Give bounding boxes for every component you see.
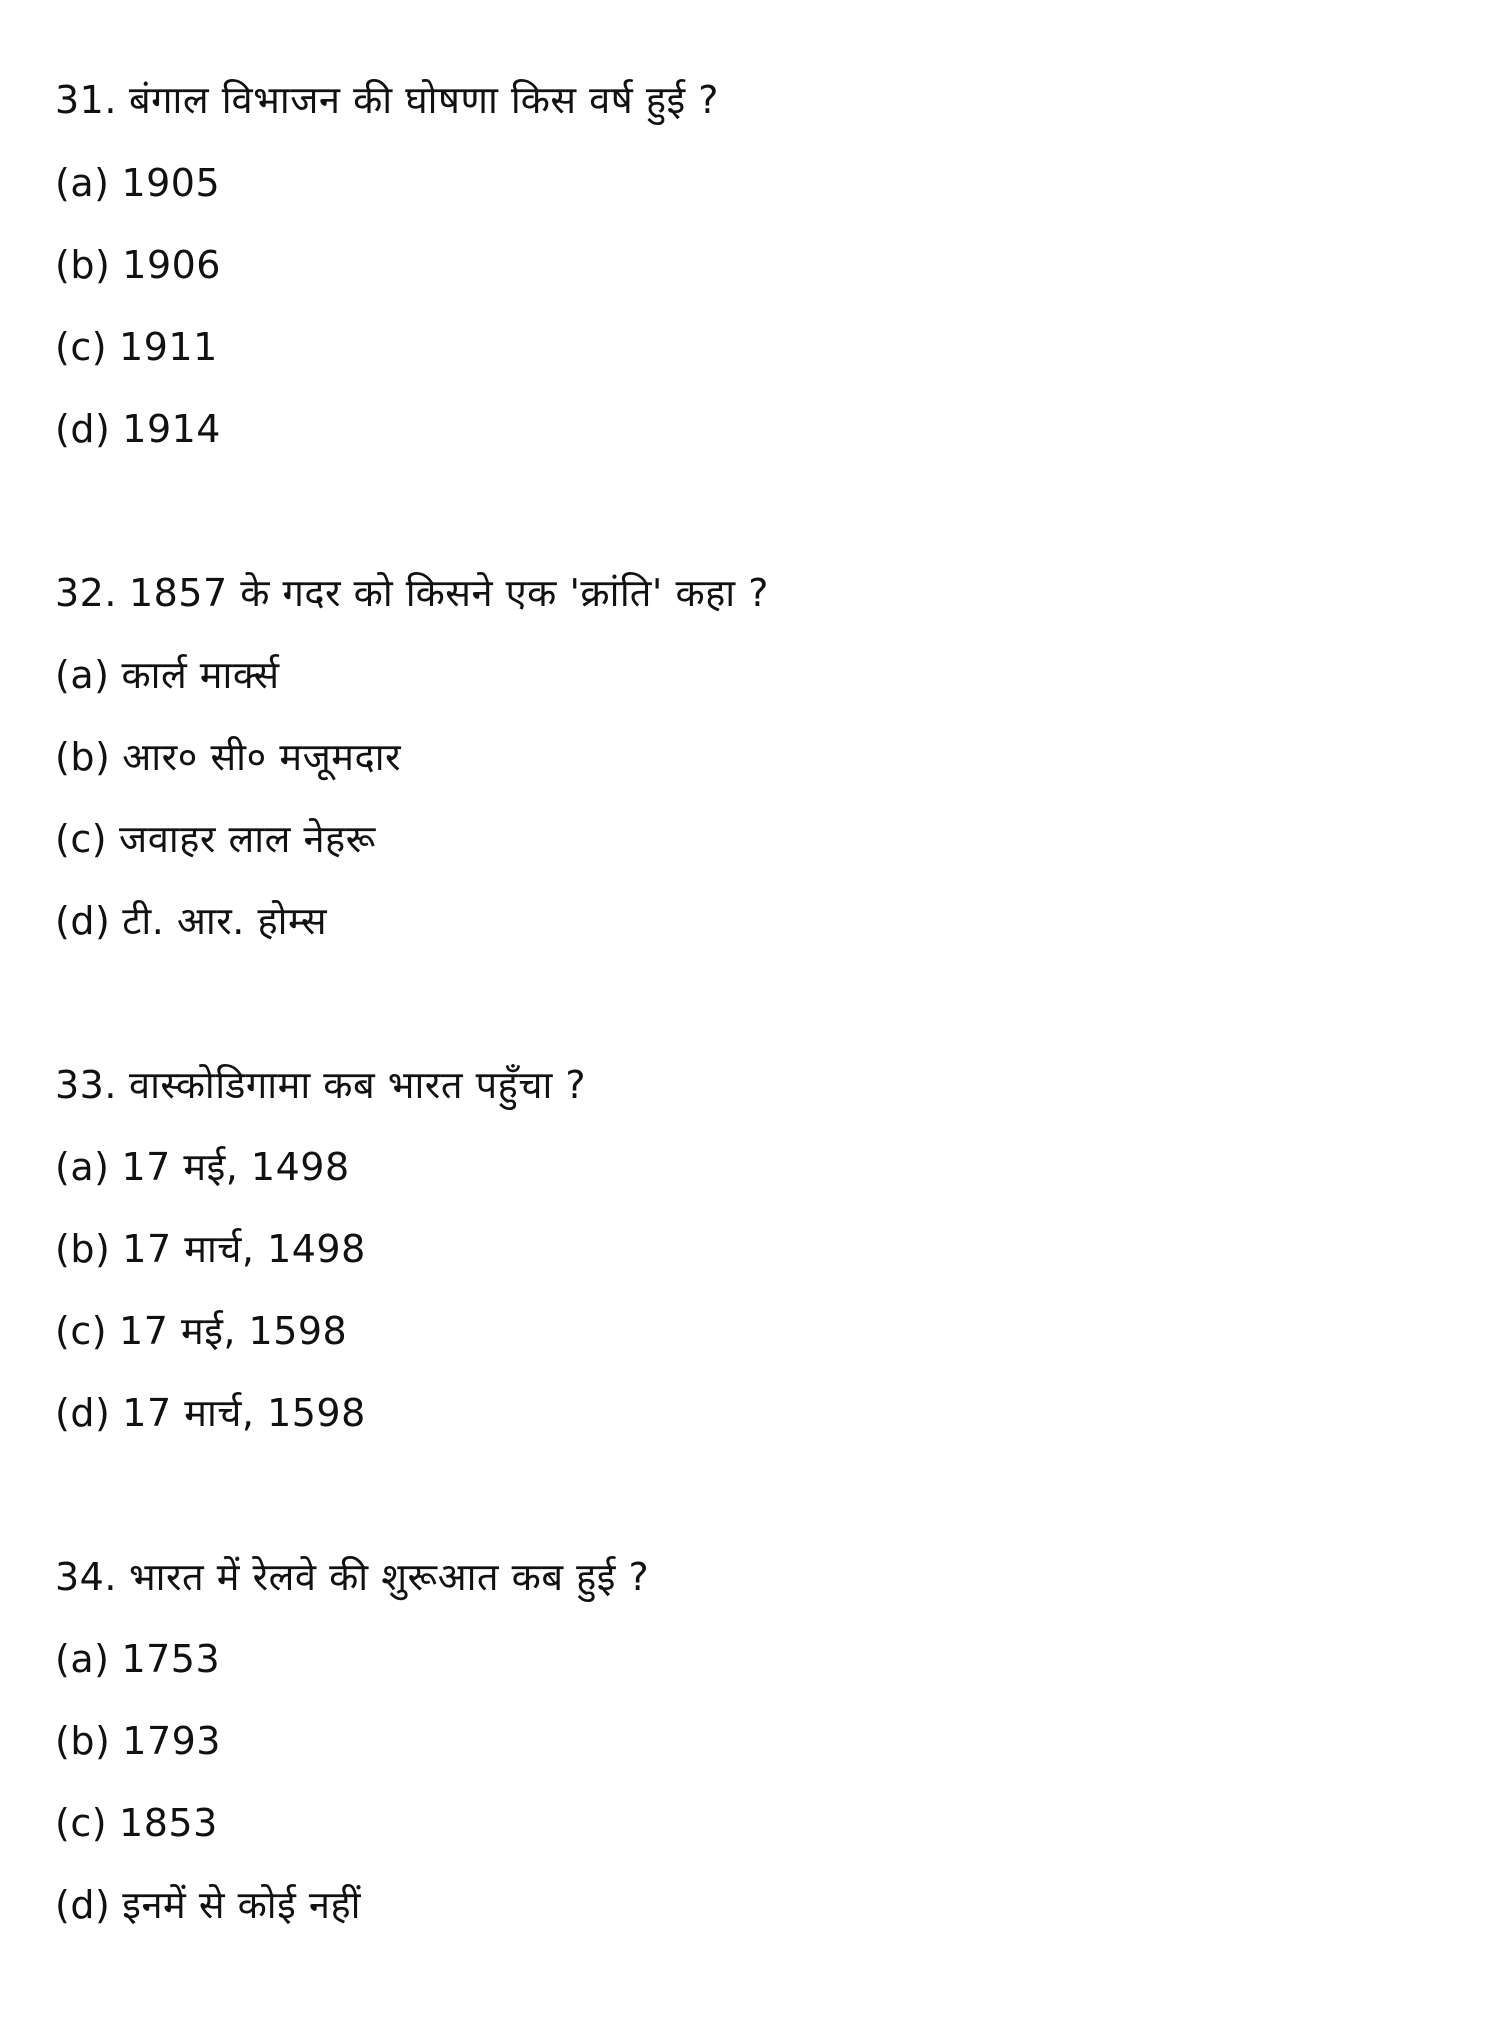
option-33-b [55, 1224, 366, 1274]
option-text: 1753 [121, 1637, 221, 1681]
option-33-d [55, 1388, 366, 1438]
question-text: भारत में रेलवे की शुरूआत कब हुई ? [128, 1555, 650, 1599]
question-31 [55, 75, 719, 125]
option-label: (c) [55, 817, 108, 861]
option-text: इनमें से कोई नहीं [122, 1883, 361, 1927]
option-32-b [55, 732, 401, 782]
option-label: (a) [55, 1637, 110, 1681]
option-label: (d) [55, 899, 111, 943]
option-label: (c) [55, 1801, 108, 1845]
option-text: 17 मई, 1598 [119, 1309, 348, 1353]
option-text: 17 मार्च, 1598 [122, 1391, 366, 1435]
option-label: (b) [55, 243, 111, 287]
option-32-d [55, 896, 327, 946]
option-text: 1906 [122, 243, 221, 287]
option-label: (c) [55, 1309, 108, 1353]
option-text: 17 मई, 1498 [121, 1145, 350, 1189]
question-text: बंगाल विभाजन की घोषणा किस वर्ष हुई ? [128, 78, 719, 122]
option-text: कार्ल मार्क्स [121, 653, 280, 697]
option-label: (a) [55, 161, 110, 205]
option-label: (c) [55, 325, 108, 369]
option-31-c [55, 322, 218, 372]
option-text: 17 मार्च, 1498 [122, 1227, 366, 1271]
question-32 [55, 568, 769, 618]
option-label: (d) [55, 407, 111, 451]
option-31-b [55, 240, 221, 290]
option-text: आर० सी० मजूमदार [122, 735, 402, 779]
option-label: (d) [55, 1391, 111, 1435]
option-text: 1853 [119, 1801, 218, 1845]
option-label: (b) [55, 1719, 111, 1763]
option-text: जवाहर लाल नेहरू [119, 817, 376, 861]
option-label: (b) [55, 1227, 111, 1271]
option-label: (b) [55, 735, 111, 779]
option-text: टी. आर. होम्स [122, 899, 328, 943]
question-text: 1857 के गदर को किसने एक 'क्रांति' कहा ? [128, 571, 769, 615]
option-label: (a) [55, 1145, 110, 1189]
question-34 [55, 1552, 649, 1602]
question-33 [55, 1060, 586, 1110]
option-32-a [55, 650, 280, 700]
question-number: 33. [55, 1063, 117, 1107]
option-label: (a) [55, 653, 110, 697]
option-label: (d) [55, 1883, 111, 1927]
option-33-a [55, 1142, 350, 1192]
question-number: 31. [55, 78, 117, 122]
option-32-c [55, 814, 376, 864]
option-text: 1793 [122, 1719, 221, 1763]
option-text: 1911 [119, 325, 218, 369]
option-text: 1905 [121, 161, 221, 205]
option-31-d [55, 404, 221, 454]
question-text: वास्कोडिगामा कब भारत पहुँचा ? [128, 1063, 587, 1107]
option-31-a [55, 158, 220, 208]
option-34-c [55, 1798, 218, 1848]
question-number: 32. [55, 571, 117, 615]
option-34-b [55, 1716, 221, 1766]
option-34-a [55, 1634, 220, 1684]
option-text: 1914 [122, 407, 221, 451]
question-number: 34. [55, 1555, 117, 1599]
option-33-c [55, 1306, 347, 1356]
option-34-d [55, 1880, 361, 1930]
